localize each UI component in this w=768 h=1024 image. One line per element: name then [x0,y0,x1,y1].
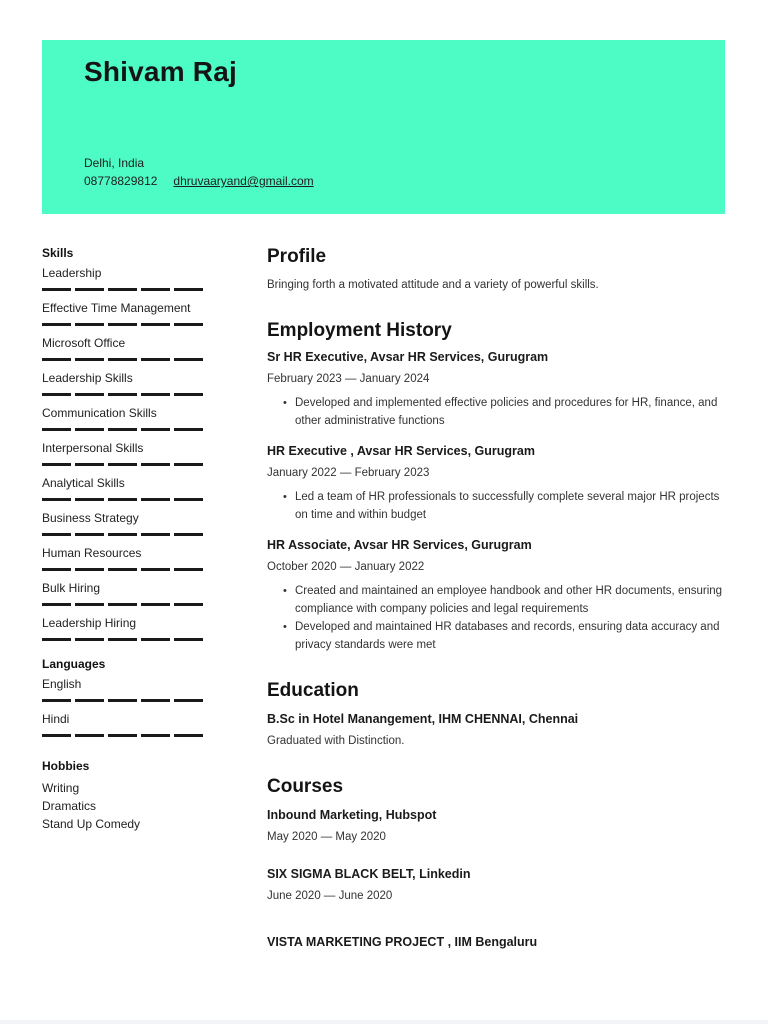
rating-segment [174,568,203,571]
location: Delhi, India [84,156,145,170]
resume-header [42,40,725,214]
job-title: HR Associate, Avsar HR Services, Gurugram [267,538,532,552]
sidebar [42,246,207,833]
rated-item [42,581,207,616]
languages-list [42,677,207,747]
rating-segment [141,533,170,536]
languages-section [42,657,207,747]
degree-title: B.Sc in Hotel Manangement, IHM CHENNAI, Chennai [267,712,579,726]
rating-bar [42,393,207,396]
rated-item-label: Microsoft Office [42,336,126,350]
rating-segment [75,568,104,571]
rating-segment [141,393,170,396]
rated-item-label: Human Resources [42,546,142,560]
job-dates: January 2022 — February 2023 [267,467,430,479]
rated-item [42,476,207,511]
job-dates: October 2020 — January 2022 [267,561,425,573]
courses-heading: Courses [267,776,344,797]
rating-segment [75,428,104,431]
job-bullet: • Led a team of HR professionals to successfully complete several major HR projects on time and within budget [295,488,727,524]
rating-segment [108,428,137,431]
skills-heading: Skills [42,246,74,260]
rating-bar [42,358,207,361]
rated-item [42,616,207,651]
rating-segment [42,358,71,361]
phone-number: 08778829812 [84,174,158,188]
rating-segment [75,638,104,641]
job-bullet: • Developed and maintained HR databases and records, ensuring data accuracy and privacy standards were met [295,618,727,654]
rating-bar [42,568,207,571]
rated-item-label: Analytical Skills [42,476,125,490]
rating-segment [75,358,104,361]
rating-segment [141,699,170,702]
hobby-item: Dramatics [42,799,97,813]
rating-segment [42,568,71,571]
rating-segment [42,638,71,641]
rated-item [42,712,207,747]
rating-segment [108,323,137,326]
rated-item [42,511,207,546]
rating-segment [141,603,170,606]
rating-bar [42,498,207,501]
rating-segment [75,463,104,466]
rating-segment [174,323,203,326]
rating-segment [42,699,71,702]
rating-segment [42,393,71,396]
rating-segment [75,533,104,536]
rated-item [42,406,207,441]
rating-segment [108,734,137,737]
rating-segment [141,734,170,737]
rating-segment [42,498,71,501]
rating-bar [42,288,207,291]
profile-summary: Bringing forth a motivated attitude and a variety of powerful skills. [267,279,599,291]
rating-bar [42,603,207,606]
rated-item-label: Leadership [42,266,102,280]
languages-heading: Languages [42,657,106,671]
rating-segment [174,428,203,431]
job-bullet: • Created and maintained an employee handbook and other HR documents, ensuring compliance with company policies and legal requirements [295,582,727,618]
rated-item-label: Effective Time Management [42,301,191,315]
course-dates: June 2020 — June 2020 [267,890,393,902]
rating-segment [42,428,71,431]
email-link[interactable]: dhruvaaryand@gmail.com [173,174,314,188]
rating-segment [42,734,71,737]
rating-segment [174,463,203,466]
course-dates: May 2020 — May 2020 [267,831,386,843]
rating-segment [75,699,104,702]
job-title: HR Executive , Avsar HR Services, Gurugram [267,444,535,458]
candidate-name: Shivam Raj [84,56,237,87]
rating-segment [75,393,104,396]
rated-item [42,266,207,301]
rating-bar [42,323,207,326]
rated-item [42,677,207,712]
course-entry [267,806,727,846]
rated-item [42,441,207,476]
rating-segment [42,603,71,606]
rating-segment [174,699,203,702]
main-content [267,244,727,951]
rating-segment [75,603,104,606]
rating-segment [42,288,71,291]
rating-segment [75,498,104,501]
job-bullets [267,582,727,654]
rated-item-label: Leadership Hiring [42,616,137,630]
rating-segment [42,533,71,536]
rating-segment [108,533,137,536]
rating-segment [141,428,170,431]
rating-segment [174,533,203,536]
rated-item [42,546,207,581]
rating-segment [174,288,203,291]
rated-item [42,336,207,371]
rating-segment [75,323,104,326]
employment-heading: Employment History [267,320,452,341]
rating-segment [174,498,203,501]
profile-heading: Profile [267,246,327,267]
rating-bar [42,638,207,641]
job-bullets [267,488,727,524]
rating-segment [75,734,104,737]
rated-item-label: Communication Skills [42,406,157,420]
rating-segment [108,393,137,396]
hobby-item: Writing [42,781,80,795]
rated-item-label: Interpersonal Skills [42,441,144,455]
rating-segment [108,288,137,291]
rating-segment [75,288,104,291]
rated-item-label: Bulk Hiring [42,581,101,595]
rated-item [42,301,207,336]
hobbies-section [42,759,207,833]
rating-segment [174,638,203,641]
course-title: Inbound Marketing, Hubspot [267,808,437,822]
rating-segment [108,498,137,501]
hobbies-heading: Hobbies [42,759,90,773]
rating-bar [42,734,207,737]
rating-bar [42,699,207,702]
rating-segment [108,603,137,606]
job-entry [267,442,727,524]
rated-item-label: Hindi [42,712,70,726]
rating-segment [108,699,137,702]
rating-segment [141,498,170,501]
contact-row [84,174,314,188]
rating-segment [42,463,71,466]
rated-item-label: English [42,677,82,691]
rated-item-label: Business Strategy [42,511,139,525]
course-title: VISTA MARKETING PROJECT , IIM Bengaluru [267,935,538,949]
rated-item [42,371,207,406]
course-entry [267,933,727,951]
course-entry [267,865,727,905]
rating-segment [174,393,203,396]
rating-segment [141,638,170,641]
rating-segment [108,638,137,641]
rating-segment [141,568,170,571]
rating-segment [108,358,137,361]
rating-segment [174,734,203,737]
rating-segment [108,568,137,571]
course-title: SIX SIGMA BLACK BELT, Linkedin [267,867,471,881]
rating-segment [141,288,170,291]
job-entry [267,536,727,654]
hobby-item: Stand Up Comedy [42,817,141,831]
rating-bar [42,533,207,536]
skills-list [42,266,207,651]
job-entry [267,348,727,430]
job-bullets [267,394,727,430]
education-heading: Education [267,680,359,701]
rating-segment [42,323,71,326]
rating-segment [141,463,170,466]
job-dates: February 2023 — January 2024 [267,373,430,385]
rating-segment [174,358,203,361]
rating-bar [42,428,207,431]
rating-segment [108,463,137,466]
rating-bar [42,463,207,466]
job-bullet: • Developed and implemented effective policies and procedures for HR, finance, and other administrative functions [295,394,727,430]
rating-segment [141,358,170,361]
rating-segment [174,603,203,606]
rated-item-label: Leadership Skills [42,371,133,385]
education-note: Graduated with Distinction. [267,735,405,747]
job-title: Sr HR Executive, Avsar HR Services, Gurugram [267,350,549,364]
rating-segment [141,323,170,326]
